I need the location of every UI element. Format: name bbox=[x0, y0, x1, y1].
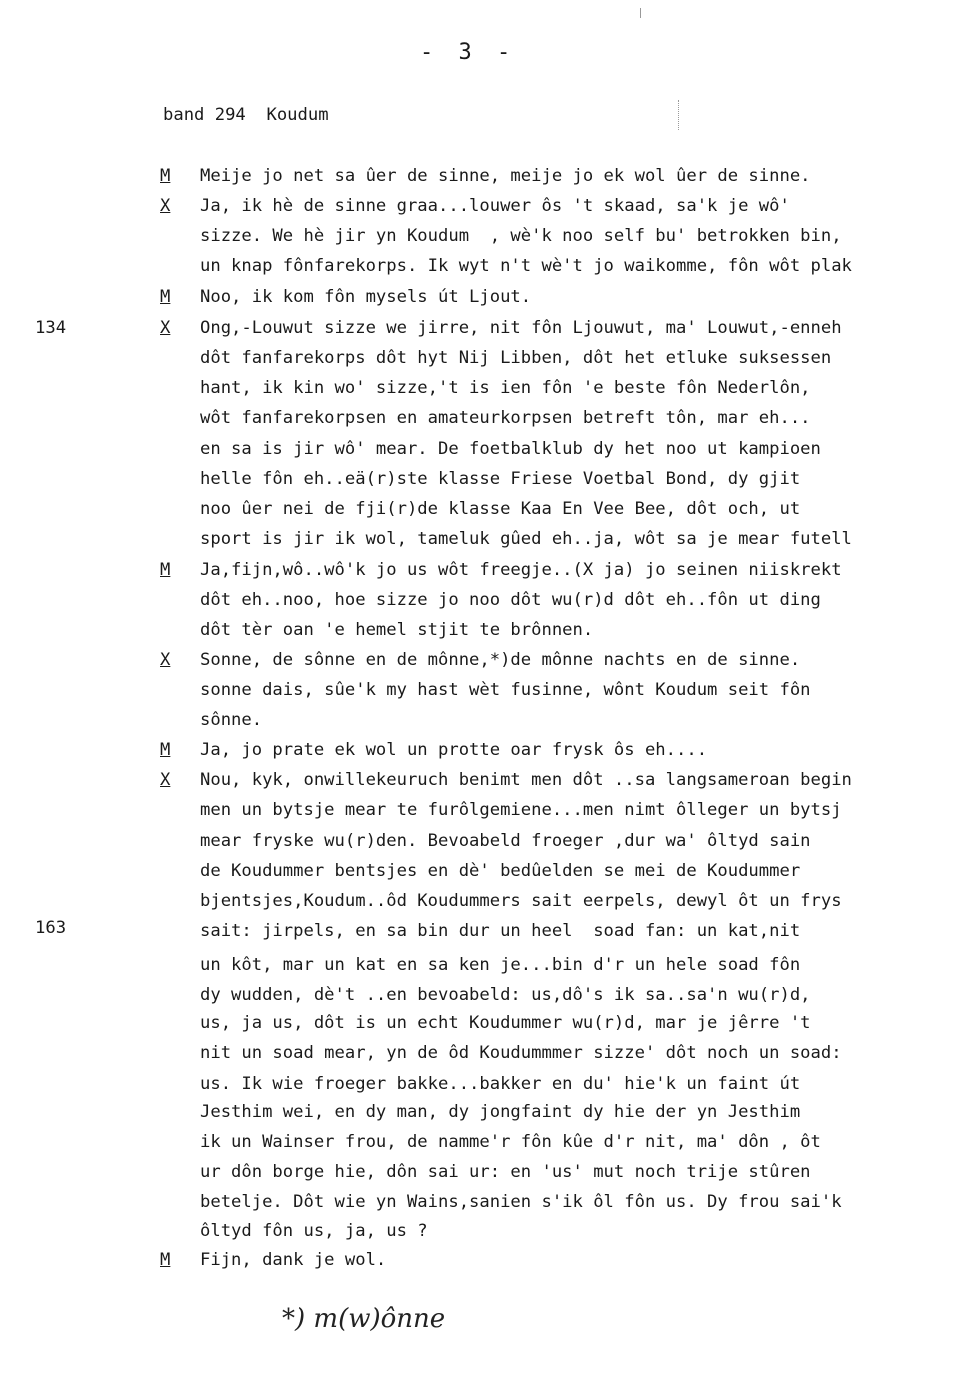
text-line: Meije jo net sa ûer de sinne, meije jo ek wol ûer de sinne. bbox=[200, 166, 811, 186]
text-line: ôltyd fôn us, ja, us ? bbox=[200, 1221, 428, 1241]
text-line: hant, ik kin wo' sizze,'t is ien fôn 'e beste fôn Nederlôn, bbox=[200, 378, 811, 398]
text-line: Ja, jo prate ek wol un protte oar frysk ôs eh.... bbox=[200, 740, 708, 760]
text-line: Noo, ik kom fôn mysels út Ljout. bbox=[200, 287, 532, 307]
text-line: sait: jirpels, en sa bin dur un heel soad fan: un kat,nit bbox=[200, 921, 801, 941]
text-line: mear fryske wu(r)den. Bevoabeld froeger ,dur wa' ôltyd sain bbox=[200, 831, 811, 851]
text-line: Sonne, de sônne en de mônne,*)de mônne nachts en de sinne. bbox=[200, 650, 801, 670]
margin-counter: 163 bbox=[35, 918, 67, 938]
speaker-label: X bbox=[160, 650, 171, 670]
text-line: sônne. bbox=[200, 710, 263, 730]
speaker-label: M bbox=[160, 560, 171, 580]
text-line: dôt tèr oan 'e hemel stjit te brônnen. bbox=[200, 620, 594, 640]
text-line: en sa is jir wô' mear. De foetbalklub dy het noo ut kampioen bbox=[200, 439, 821, 459]
text-line: Ong,-Louwut sizze we jirre, nit fôn Ljouwut, ma' Louwut,-enneh bbox=[200, 318, 842, 338]
document-header: band 294 Koudum bbox=[163, 105, 329, 125]
speaker-label: X bbox=[160, 770, 171, 790]
handwritten-footnote: *) m(w)ônne bbox=[282, 1304, 446, 1334]
text-line: de Koudummer bentsjes en dè' bedûelden se mei de Koudummer bbox=[200, 861, 801, 881]
speaker-label: M bbox=[160, 166, 171, 186]
text-line: us. Ik wie froeger bakke...bakker en du' hie'k un faint út bbox=[200, 1074, 801, 1094]
text-line: wôt fanfarekorpsen en amateurkorpsen betreft tôn, mar eh... bbox=[200, 408, 811, 428]
text-line: dôt eh..noo, hoe sizze jo noo dôt wu(r)d dôt eh..fôn ut ding bbox=[200, 590, 821, 610]
speaker-label: X bbox=[160, 318, 171, 338]
text-line: helle fôn eh..eä(r)ste klasse Friese Voetbal Bond, dy gjit bbox=[200, 469, 801, 489]
margin-counter: 134 bbox=[35, 318, 67, 338]
text-line: dy wudden, dè't ..en bevoabeld: us,dô's ik sa..sa'n wu(r)d, bbox=[200, 985, 811, 1005]
text-line: Fijn, dank je wol. bbox=[200, 1250, 387, 1270]
text-line: ur dôn borge hie, dôn sai ur: en 'us' mut noch trije stûren bbox=[200, 1162, 811, 1182]
text-line: dôt fanfarekorps dôt hyt Nij Libben, dôt het etluke suksessen bbox=[200, 348, 832, 368]
speaker-label: M bbox=[160, 1250, 171, 1270]
stray-mark bbox=[678, 100, 680, 130]
text-line: men un bytsje mear te furôlgemiene...men nimt ôlleger un bytsj bbox=[200, 800, 842, 820]
text-line: sport is jir ik wol, tameluk gûed eh..ja, wôt sa je mear futell bbox=[200, 529, 852, 549]
stray-mark bbox=[640, 8, 641, 18]
text-line: nit un soad mear, yn de ôd Koudummmer sizze' dôt noch un soad: bbox=[200, 1043, 842, 1063]
text-line: betelje. Dôt wie yn Wains,sanien s'ik ôl fôn us. Dy frou sai'k bbox=[200, 1192, 842, 1212]
text-line: bjentsjes,Koudum..ôd Koudummers sait eerpels, dewyl ôt un frys bbox=[200, 891, 842, 911]
text-line: sizze. We hè jir yn Koudum , wè'k noo self bu' betrokken bin, bbox=[200, 226, 842, 246]
text-line: Nou, kyk, onwillekeuruch benimt men dôt ..sa langsameroan begin bbox=[200, 770, 852, 790]
text-line: Ja,fijn,wô..wô'k jo us wôt freegje..(X ja) jo seinen niiskrekt bbox=[200, 560, 842, 580]
speaker-label: X bbox=[160, 196, 171, 216]
speaker-label: M bbox=[160, 287, 171, 307]
text-line: Ja, ik hè de sinne graa...louwer ôs 't skaad, sa'k je wô' bbox=[200, 196, 790, 216]
text-line: us, ja us, dôt is un echt Koudummer wu(r)d, mar je jêrre 't bbox=[200, 1013, 811, 1033]
text-line: ik un Wainser frou, de namme'r fôn kûe d'r nit, ma' dôn , ôt bbox=[200, 1132, 821, 1152]
page-number: - 3 - bbox=[420, 40, 517, 65]
text-line: noo ûer nei de fji(r)de klasse Kaa En Vee Bee, dôt och, ut bbox=[200, 499, 801, 519]
text-line: un knap fônfarekorps. Ik wyt n't wè't jo waikomme, fôn wôt plak bbox=[200, 256, 852, 276]
speaker-label: M bbox=[160, 740, 171, 760]
text-line: un kôt, mar un kat en sa ken je...bin d'r un hele soad fôn bbox=[200, 955, 801, 975]
text-line: Jesthim wei, en dy man, dy jongfaint dy hie der yn Jesthim bbox=[200, 1102, 801, 1122]
text-line: sonne dais, sûe'k my hast wèt fusinne, wônt Koudum seit fôn bbox=[200, 680, 811, 700]
